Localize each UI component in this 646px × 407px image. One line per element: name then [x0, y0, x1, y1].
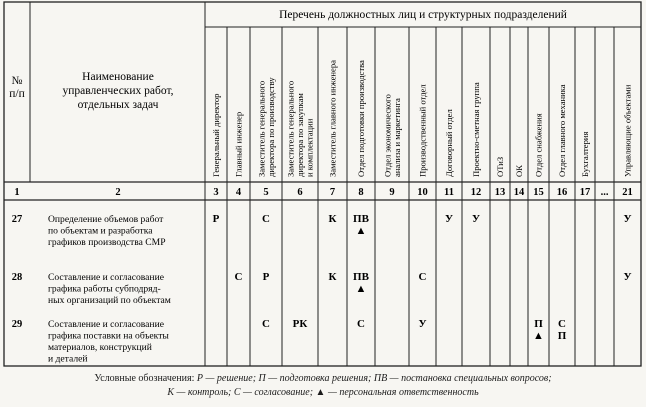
matrix-mark: С [262, 213, 270, 225]
matrix-mark: У [623, 213, 632, 225]
column-header-label: анализа и маркетинга [391, 98, 402, 177]
legend [0, 372, 646, 400]
column-number: 11 [444, 187, 454, 198]
column-number: ... [600, 187, 609, 198]
matrix-mark: ▲ [355, 283, 367, 295]
num-header: № [11, 75, 23, 87]
column-header-label: Отдел снабжения [533, 113, 544, 177]
name-header-line: отдельных задач [77, 99, 159, 111]
task-text-line: и деталей [48, 353, 88, 365]
matrix-mark: ▲ [355, 225, 367, 237]
matrix-mark: У [623, 271, 632, 283]
task-text-line: по объектам и разработка [48, 225, 153, 237]
task-text-line: графиков производства СМР [48, 237, 166, 248]
matrix-mark: К [328, 213, 337, 225]
legend-text-1: Р — решение; П — подготовка решения; ПВ — постановка специальных вопросов; [196, 373, 552, 384]
legend-line-2: К — контроль; С — согласование; ▲ — персональная ответственность [167, 387, 479, 398]
column-number: 13 [494, 187, 506, 198]
matrix-mark: П [534, 318, 543, 330]
column-header-label: Проектно-сметная группа [471, 82, 481, 177]
matrix-mark: С [262, 318, 270, 330]
task-text-line: Составление и согласование [48, 272, 164, 283]
column-header-label: Договорный отдел [444, 109, 454, 177]
column-number: 2 [115, 187, 121, 198]
column-number: 7 [329, 187, 336, 198]
column-header-label: Отдел подготовки производства [356, 60, 366, 177]
matrix-mark: ПВ [353, 213, 369, 225]
matrix-mark: К [328, 271, 337, 283]
group-header-title: Перечень должностных лиц и структурных подразделений [279, 9, 567, 21]
task-text-line: ных организаций по объектам [48, 295, 171, 306]
column-number: 5 [263, 187, 269, 198]
column-number: 1 [14, 187, 20, 198]
column-number: 12 [470, 187, 482, 198]
column-header-label: ОТиЗ [495, 156, 505, 177]
column-number: 21 [622, 187, 633, 198]
column-header-label: и комплектации [304, 118, 315, 177]
name-header-line: Наименование [82, 71, 154, 83]
column-header-label: Заместитель главного инженера [327, 60, 338, 177]
row-number: 28 [11, 272, 23, 283]
task-text-line: графика работы субподряд- [48, 283, 161, 295]
column-number: 17 [579, 187, 591, 198]
matrix-mark: П [557, 330, 567, 342]
column-number: 15 [533, 187, 544, 198]
row-number: 29 [11, 319, 23, 330]
matrix-mark: У [444, 213, 454, 225]
column-number: 10 [417, 187, 428, 198]
task-text-line: Определение объемов работ [48, 214, 164, 225]
legend-line-1 [0, 372, 646, 386]
column-header-label: Заместитель генерального [256, 80, 267, 177]
task-text-line: графика поставки на объекты [48, 330, 169, 342]
column-header-label: Бухгалтерия [580, 131, 590, 177]
task-text-line: Составление и согласование [48, 319, 164, 330]
column-header-label: Заместитель генерального [285, 80, 296, 177]
column-header-label: директора по закупкам [295, 93, 305, 177]
column-header-label: Главный инженер [233, 111, 244, 177]
column-header-label: Отдел главного механика [557, 84, 567, 177]
matrix-mark: Р [212, 213, 220, 225]
table-frame [4, 2, 641, 366]
matrix-mark: С [234, 271, 243, 283]
matrix-mark: С [558, 318, 566, 330]
column-number: 6 [297, 187, 303, 198]
legend-label: Условные обозначения: [94, 373, 195, 384]
column-header-label: Производственный отдел [417, 84, 428, 177]
column-number: 9 [389, 187, 395, 198]
column-header-label: Генеральный директор [211, 93, 221, 177]
column-number: 16 [556, 187, 568, 198]
task-text-line: материалов, конструкций [48, 342, 152, 353]
row-number: 27 [11, 214, 23, 225]
column-number: 14 [513, 187, 525, 198]
column-header-label: Управляющие объектами [622, 84, 633, 177]
num-header-sub: п/п [9, 88, 25, 100]
matrix-mark: С [418, 271, 427, 283]
matrix-mark: РК [292, 318, 308, 330]
column-number: 8 [358, 187, 364, 198]
name-header-line: управленческих работ, [62, 85, 174, 97]
matrix-mark: У [471, 213, 481, 225]
column-number: 4 [235, 187, 242, 198]
column-header-label: ОК [514, 165, 524, 177]
matrix-mark: Р [262, 271, 270, 283]
matrix-mark: ▲ [533, 330, 544, 342]
column-header-label: Отдел экономического [382, 94, 393, 177]
column-header-label: директора по производству [265, 77, 276, 177]
matrix-mark: С [357, 318, 365, 330]
column-number: 3 [213, 187, 219, 198]
matrix-mark: У [418, 318, 427, 330]
matrix-mark: ПВ [353, 271, 369, 283]
